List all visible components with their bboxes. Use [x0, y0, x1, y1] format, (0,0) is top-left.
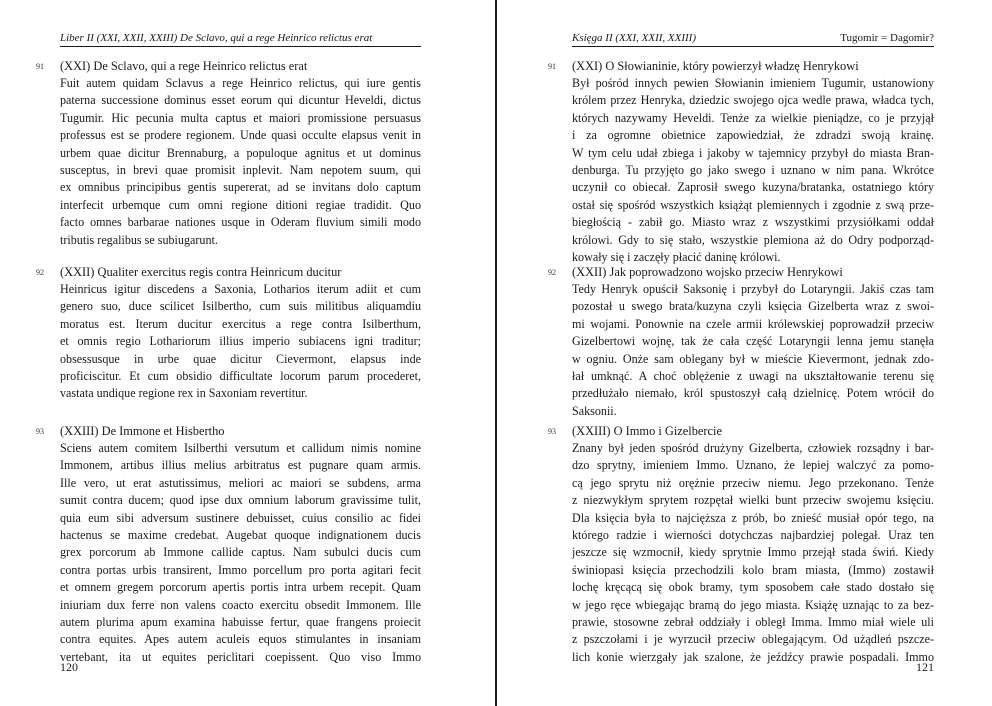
text-line: sumit contra ducem; quod ipse dux omnium laborum gravissime tulit, [60, 493, 421, 508]
left-section-93 [36, 423, 421, 666]
right-running-header [572, 30, 934, 47]
text-line: w ogniu. Onże sam oblegany był w mieście Kievermont, jednak zdo- [572, 351, 934, 366]
text-line: mi wojami. Ponownie na czele armii królewskiej poprowadził przeciw [572, 316, 934, 331]
right-section-91 [548, 58, 934, 266]
section-body [60, 440, 421, 666]
text-line: Dla księcia była to najcięższa z prób, bo znieść musiał opór tego, na [572, 510, 934, 525]
text-line: Sciens autem comitem Isilberthi versutum et callidum nimis nomine [60, 441, 421, 455]
left-header-text: Liber II (XXI, XXII, XXIII) De Sclavo, qui a rege Heinrico relictus erat [60, 32, 373, 44]
text-line: którego radzie i wierności dotychczas najbardziej polegał. Uraz ten [572, 528, 934, 543]
text-line: susceptus, in brevi quae promisit inplevit. Nam nepotem suum, qui [60, 163, 421, 178]
text-line: Tugumir. Hic pecunia multa captus et maiori promissione persuasus [60, 110, 421, 125]
right-header-tag: Tugomir = Dagomir? [840, 32, 934, 44]
right-page-number: 121 [916, 660, 934, 674]
text-line: vastata undique regione rex in Saxoniam revertitur. [60, 386, 308, 401]
section-body [572, 440, 934, 666]
text-line: hactenus se maxime credebat. Augebat quoque indignationem ducis [60, 528, 421, 543]
text-line: urbem quae dicitur Brennaburg, a populoque agnitus et ut dominus [60, 145, 421, 160]
text-line: facto omnes barbarae nationes usque in Oderam fluvium simili modo [60, 215, 421, 230]
text-line: i za ogromne obietnice zapowiedział, że zdradzi swoją krainę. [572, 128, 934, 143]
right-section-92 [548, 264, 934, 420]
text-line: professus est se prodere regionem. Unde quasi occulte elapsus venit in [60, 128, 421, 143]
section-title: (XXIII) De Immone et Hisbertho [60, 424, 225, 438]
text-line: kowały się i zaczęły płacić daninę królowi. [572, 250, 781, 265]
text-line: quia eum sibi adversum sustinere debuisset, cuius consilio ac fidei [60, 510, 421, 525]
text-line: proficiscitur. Et cum obsidio difficultate locorum parum procederet, [60, 369, 421, 384]
text-line: Ille vero, ut erat astutissimus, meliori ac maiori se subdens, arma [60, 475, 421, 490]
text-line: przedłużało niemało, król spustoszył całą dzielnicę. Potem wrócił do [572, 386, 934, 401]
section-number: 93 [548, 427, 556, 436]
section-title: (XXII) Jak poprowadzono wojsko przeciw Henrykowi [572, 265, 843, 279]
text-line: interfecit urbemque cum omni regione ditioni regiae tradidit. Quo [60, 197, 421, 212]
text-line: moratus est. Iterum ducitur exercitus a rege contra Isilberthum, [60, 316, 421, 331]
right-header-text: Księga II (XXI, XXII, XXIII) [572, 32, 697, 44]
text-line: Immonem, artibus illius melius arbitratus est pugnare quam armis. [60, 458, 421, 473]
text-line: ostał się spośród wszystkich książąt plemiennych i zgodnie z swą prze- [572, 197, 934, 212]
left-running-header [60, 30, 421, 47]
left-page-number: 120 [60, 660, 78, 674]
text-line: prawie, stosowne zebrał oddziały i obległ Imma. Immo miał wiele uli [572, 615, 934, 630]
text-line: iniuriam dux ferre non valens coacto exercitu obsedit Immonem. Ille [60, 597, 421, 612]
text-line: Tedy Henryk opuścił Saksonię i przybył do Lotaryngii. Jakiś czas tam [572, 282, 934, 296]
text-line: uczynił co obiecał. Zaprosił swego kuzyna/bratanka, ostatniego który [572, 180, 934, 195]
text-line: Saksonii. [572, 403, 617, 418]
text-line: cą jego sprytu niż orężnie przeciw niemu. Jego przekonano. Tenże [572, 475, 934, 490]
text-line: autem plurima apum examina habuisse fertur, quae frangens proiecit [60, 615, 421, 630]
section-body [572, 75, 934, 266]
text-line: vertebant, ita ut equites periclitari coepissent. Quo viso Immo [60, 649, 421, 664]
text-line: obsessusque in urbe quae dicitur Cievermont, elapsus inde [60, 351, 421, 366]
text-line: królem przez Henryka, dziedzic swojego ojca wedle prawa, władca tych, [572, 93, 934, 108]
section-title: (XXIII) O Immo i Gizelbercie [572, 424, 723, 438]
section-body [572, 281, 934, 420]
left-page [0, 0, 495, 706]
text-line: ex omnibus principibus gentis supererat, ad se invitans dolo captum [60, 180, 421, 195]
section-title: (XXI) De Sclavo, qui a rege Heinrico relictus erat [60, 59, 308, 73]
text-line: contra portas urbis transirent, Immo porcellum pro porta agitari fecit [60, 562, 421, 577]
text-line: łał umknąć. A choć oblężenie z uwagi na ukształtowanie terenu się [572, 369, 934, 384]
text-line: w jego ręce wbiegając bramą do jego miasta. Książę uznając to za bez- [572, 597, 934, 612]
section-number: 91 [36, 62, 44, 71]
text-line: et omnis regio Lothariorum illius imperio subiacens igni traditur; [60, 334, 421, 349]
left-section-92 [36, 264, 421, 403]
text-line: Fuit autem quidam Sclavus a rege Heinrico relictus, qui iure gentis [60, 76, 421, 90]
text-line: genero suo, duce scilicet Isilbertho, cum suis militibus aliquamdiu [60, 299, 421, 314]
text-line: dzo sprytny, imieniem Immo. Uznano, że lepiej walczyć za pomo- [572, 458, 934, 473]
text-line: denburga. Tu przyjęto go jako swego i uznano w nim pana. Wkrótce [572, 163, 934, 178]
text-line: pozostał u swego brata/kuzyna czyli księcia Gizelberta wraz z swoi- [572, 299, 934, 314]
text-line: W tym celu udał zbiega i jakoby w tajemnicy przybył do miasta Bran- [572, 145, 934, 160]
text-line: Znany był jeden spośród drużyny Gizelberta, człowiek rozsądny i bar- [572, 441, 934, 455]
text-line: Gizelbertowi wojnę, tak że cała część Lotaryngii lenna jemu stanęła [572, 334, 934, 349]
text-line: z niezwykłym sprytem rozpętał wielki bunt przeciw swojemu księciu. [572, 493, 934, 508]
left-section-91 [36, 58, 421, 249]
section-body [60, 281, 421, 403]
section-number: 91 [548, 62, 556, 71]
text-line: lich konie wierzgały jak szalone, że jeźdźcy prawie pospadali. Immo [572, 649, 934, 664]
text-line: tributis regalibus se subiugarunt. [60, 232, 218, 247]
section-body [60, 75, 421, 249]
section-number: 92 [548, 268, 556, 277]
text-line: królowi. Gdy to się stało, wszystkie plemiona aż do Odry podporząd- [572, 232, 934, 247]
text-line: których nazywamy Heveldi. Tenże za wielkie pieniądze, co je przyjął [572, 110, 934, 125]
text-line: lochę kręcącą się obok bramy, tym sposobem całe stado dostało się [572, 580, 934, 595]
text-line: contra equites. Apes autem aculeis equos stimulantes in insaniam [60, 632, 421, 647]
text-line: paterna successione dominus esset eorum qui dicuntur Heveldi, dictus [60, 93, 421, 108]
section-title: (XXII) Qualiter exercitus regis contra Heinricum ducitur [60, 265, 342, 279]
section-title: (XXI) O Słowianinie, który powierzył władzę Henrykowi [572, 59, 859, 73]
section-number: 92 [36, 268, 44, 277]
text-line: biegłością - zabił go. Miasto wraz z wszystkimi przysiółkami oddał [572, 215, 934, 230]
text-line: Heinricus igitur discedens a Saxonia, Lotharios iterum adiit et cum [60, 282, 421, 296]
right-section-93 [548, 423, 934, 666]
text-line: et omnem gregem porcorum apertis portis intra urbem recepit. Quam [60, 580, 421, 595]
right-page [497, 0, 992, 706]
text-line: jeszcze się wzmocnił, kiedy sprytnie Immo przejął stada świń. Kiedy [572, 545, 934, 560]
section-number: 93 [36, 427, 44, 436]
text-line: świniopasi księcia przechodzili kolo bram miasta, (Immo) zostawił [572, 562, 934, 577]
text-line: grex porcorum ab Immone callide captus. Nam subulci ducis cum [60, 545, 421, 560]
text-line: z pszczołami i je wyrzucił przeciw oblegającym. Od użądleń pszcze- [572, 632, 934, 647]
text-line: Był pośród innych pewien Słowianin imieniem Tugumir, ustanowiony [572, 76, 934, 90]
